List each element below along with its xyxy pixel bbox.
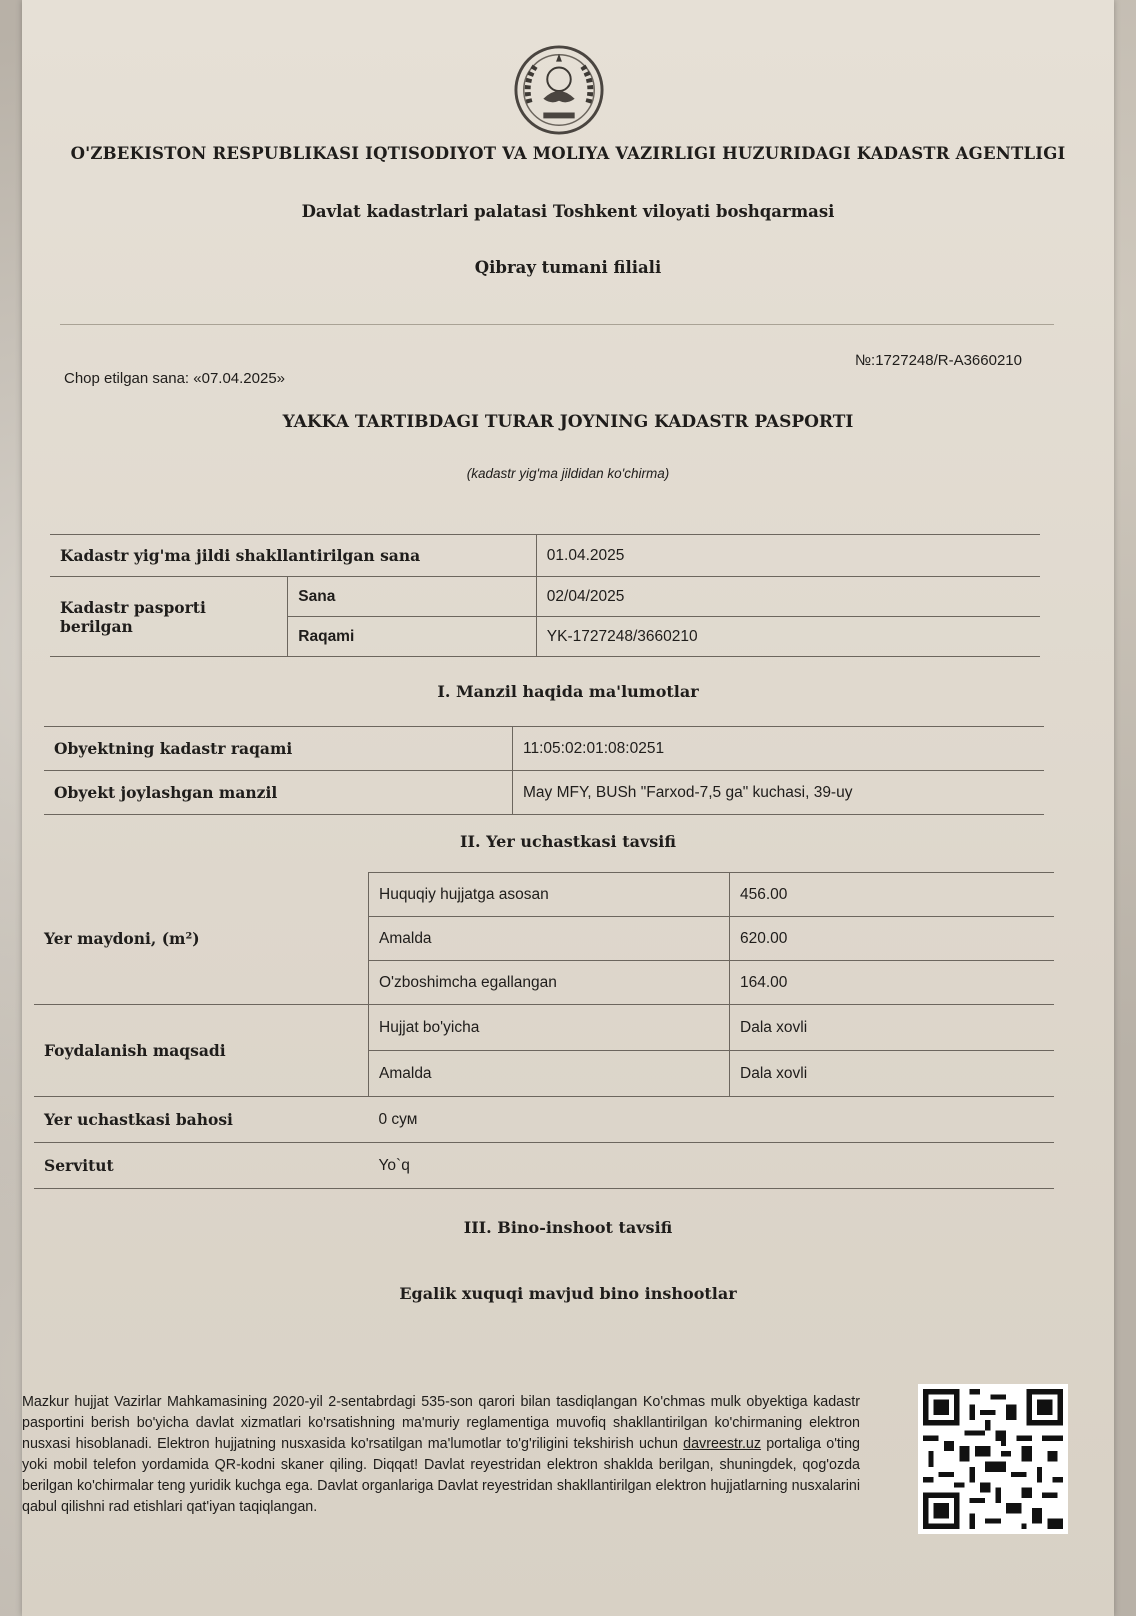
document-page [22, 0, 1114, 1616]
area-self-label: O'zboshimcha egallangan [369, 961, 730, 1005]
purpose-doc-label: Hujjat bo'yicha [369, 1005, 730, 1051]
state-emblem-icon [510, 44, 608, 136]
issued-label: Kadastr pasporti berilgan [50, 577, 288, 657]
section3-subtitle: Egalik xuquqi mavjud bino inshootlar [399, 1284, 737, 1303]
note-text-1: Mazkur hujjat Vazirlar Mahkamasining 2020-yil 2-sentabrdagi 535-son qarori bilan tasdiqlangan Ko'chmas mulk obyektiga kadastr pasportini berish bo'yicha davlat xizmatlari ko'rsatishning ma'muriy reglamentiga muvofiq shakllantirilgan ko'chirmaning elektron nusxasi hisoblanadi. Elektron hujjatning nusxasida ko'rsatilgan ma'lumotlar to'g'riligini tekshirish uchun [22, 1394, 860, 1452]
issued-date-value: 02/04/2025 [536, 577, 1040, 617]
address-table [44, 726, 1044, 815]
verification-link[interactable]: davreestr.uz [683, 1436, 762, 1452]
header-divider [60, 324, 1054, 325]
chamber-title: Davlat kadastrlari palatasi Toshkent viloyati boshqarmasi [301, 202, 835, 221]
document-number: №:1727248/R-A3660210 [854, 352, 1022, 369]
servitude-value: Yo`q [369, 1143, 1055, 1189]
cadastre-number-value: 11:05:02:01:08:0251 [513, 727, 1045, 771]
section1-title: I. Manzil haqida ma'lumotlar [437, 682, 699, 701]
address-label: Obyekt joylashgan manzil [44, 771, 513, 815]
formed-date-value: 01.04.2025 [536, 535, 1040, 577]
area-actual-value: 620.00 [730, 917, 1055, 961]
issued-date-label: Sana [288, 577, 537, 617]
document-title: YAKKA TARTIBDAGI TURAR JOYNING KADASTR PASPORTI [282, 412, 854, 432]
legal-note [22, 1392, 860, 1518]
cadastre-number-label: Obyektning kadastr raqami [44, 727, 513, 771]
area-label: Yer maydoni, (m²) [34, 873, 369, 1005]
formed-date-label: Kadastr yig'ma jildi shakllantirilgan sana [50, 535, 536, 577]
issued-number-label: Raqami [288, 617, 537, 657]
issued-number-value: YK-1727248/3660210 [536, 617, 1040, 657]
valuation-label: Yer uchastkasi bahosi [34, 1097, 369, 1143]
purpose-label: Foydalanish maqsadi [34, 1005, 369, 1097]
section3-title: III. Bino-inshoot tavsifi [463, 1218, 673, 1237]
purpose-doc-value: Dala xovli [730, 1005, 1055, 1051]
area-self-value: 164.00 [730, 961, 1055, 1005]
servitude-label: Servitut [34, 1143, 369, 1189]
valuation-value: 0 сум [369, 1097, 1055, 1143]
purpose-actual-label: Amalda [369, 1051, 730, 1097]
land-table [34, 872, 1054, 1189]
section2-title: II. Yer uchastkasi tavsifi [460, 832, 676, 851]
note-text-2: portaliga o'ting yoki mobil telefon yordamida QR-kodni skaner qiling. Diqqat! Davlat reyestridan elektron shaklda berilgan, shuningdek, qog'ozda berilgan ko'chirmalar teng yuridik kuchga ega. Davlat organlariga Davlat reyestridan shakllantirilgan elektron hujjatlarning nusxalarini qabul qilishni rad etishlari qat'iyan taqiqlangan. [22, 1436, 860, 1515]
document-subtitle: (kadastr yig'ma jildidan ko'chirma) [466, 466, 670, 481]
print-date: Chop etilgan sana: «07.04.2025» [64, 370, 286, 387]
intro-table [50, 534, 1040, 657]
branch-title: Qibray tumani filiali [474, 258, 662, 277]
purpose-actual-value: Dala xovli [730, 1051, 1055, 1097]
area-legal-label: Huquqiy hujjatga asosan [369, 873, 730, 917]
area-actual-label: Amalda [369, 917, 730, 961]
address-value: May MFY, BUSh "Farxod-7,5 ga" kuchasi, 39-uy [513, 771, 1045, 815]
agency-title: O'ZBEKISTON RESPUBLIKASI IQTISODIYOT VA MOLIYA VAZIRLIGI HUZURIDAGI KADASTR AGENTLIGI [70, 144, 1066, 163]
area-legal-value: 456.00 [730, 873, 1055, 917]
qr-code-icon [918, 1384, 1068, 1534]
